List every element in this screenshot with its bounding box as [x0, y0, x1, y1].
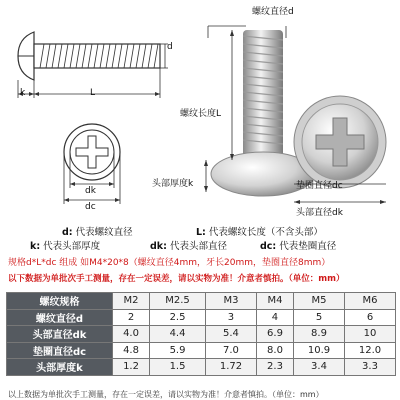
table-header-row [7, 293, 396, 310]
table-cell: 8.0 [256, 342, 293, 359]
legend-L-key: L: [196, 227, 206, 238]
table-cell: 6.9 [256, 326, 293, 343]
legend-row-2a [30, 238, 100, 252]
table-row-label: 螺纹直径d [7, 309, 113, 326]
screw-product-photo [200, 14, 400, 224]
dim-d-label: d [167, 42, 173, 52]
table-cell: 4.4 [150, 326, 206, 343]
measurement-notice-top: 以下数据为单批次手工测量，存在一定误差，请以实物为准！介意者慎拍。（单位：mm） [8, 274, 345, 284]
table-cell: 12.0 [345, 342, 396, 359]
dim-dc-label: dc [85, 202, 96, 212]
photo-thread-length-label: 螺纹长度L [180, 109, 222, 119]
table-size-cell: M3 [205, 293, 256, 310]
table-cell: 3 [205, 309, 256, 326]
table-row [7, 342, 396, 359]
legend-dc-key: dc: [260, 241, 277, 252]
table-size-cell: M6 [345, 293, 396, 310]
legend-dk-key: dk: [150, 241, 167, 252]
table-cell: 1.72 [205, 359, 256, 376]
measurement-notice-bottom: 以上数据为单批次手工测量，存在一定误差，请以实物为准！介意者慎拍。（单位：mm） [8, 390, 324, 399]
table-cell: 4.8 [113, 342, 150, 359]
table-cell: 10.9 [294, 342, 345, 359]
photo-head-thickness-label: 头部厚度k [152, 179, 194, 189]
table-row [7, 359, 396, 376]
photo-head-diameter-label: 头部直径dk [296, 208, 343, 218]
table-cell: 2.5 [150, 309, 206, 326]
legend-k-text: 代表头部厚度 [43, 241, 101, 252]
dim-k-label: k [20, 88, 26, 98]
legend-row-1-right [196, 224, 323, 238]
table-cell: 7.0 [205, 342, 256, 359]
table-header-label: 螺纹规格 [7, 293, 113, 310]
legend-dc-text: 代表垫圈直径 [279, 241, 337, 252]
table-cell: 10 [345, 326, 396, 343]
screw-head-top-drawing [40, 122, 150, 212]
table-size-cell: M2.5 [150, 293, 206, 310]
table-cell: 3.3 [345, 359, 396, 376]
table-cell: 5 [294, 309, 345, 326]
table-row [7, 326, 396, 343]
legend-dk-text: 代表头部直径 [169, 241, 227, 252]
spec-table [6, 292, 396, 376]
table-cell: 8.9 [294, 326, 345, 343]
screw-side-drawing [4, 14, 174, 114]
table-row [7, 309, 396, 326]
table-size-cell: M2 [113, 293, 150, 310]
table-cell: 2 [113, 309, 150, 326]
legend-row-2b [150, 238, 227, 252]
legend-row-1 [62, 224, 133, 238]
legend-d-text: 代表螺纹直径 [75, 227, 133, 238]
photo-thread-diameter-label: 螺纹直径d [252, 7, 294, 17]
table-cell: 5.9 [150, 342, 206, 359]
dim-L-label: L [90, 88, 96, 98]
table-size-cell: M5 [294, 293, 345, 310]
table-cell: 1.5 [150, 359, 206, 376]
table-cell: 4 [256, 309, 293, 326]
table-row-label: 垫圈直径dc [7, 342, 113, 359]
table-cell: 5.4 [205, 326, 256, 343]
spec-format-example: 规格d*L*dc 组成 如M4*20*8（螺纹直径4mm，牙长20mm，垫圈直径8mm） [8, 258, 331, 268]
table-cell: 3.4 [294, 359, 345, 376]
table-cell: 2.3 [256, 359, 293, 376]
dim-dk-label: dk [85, 186, 96, 196]
legend-d-key: d: [62, 227, 73, 238]
table-size-cell: M4 [256, 293, 293, 310]
table-row-label: 头部直径dk [7, 326, 113, 343]
legend-L-text: 代表螺纹长度（不含头部） [208, 227, 323, 238]
photo-washer-diameter-label: 垫圈直径dc [296, 181, 343, 191]
legend-k-key: k: [30, 241, 41, 252]
table-row-label: 头部厚度k [7, 359, 113, 376]
table-cell: 1.2 [113, 359, 150, 376]
table-cell: 4.0 [113, 326, 150, 343]
legend-row-2c [260, 238, 336, 252]
table-cell: 6 [345, 309, 396, 326]
